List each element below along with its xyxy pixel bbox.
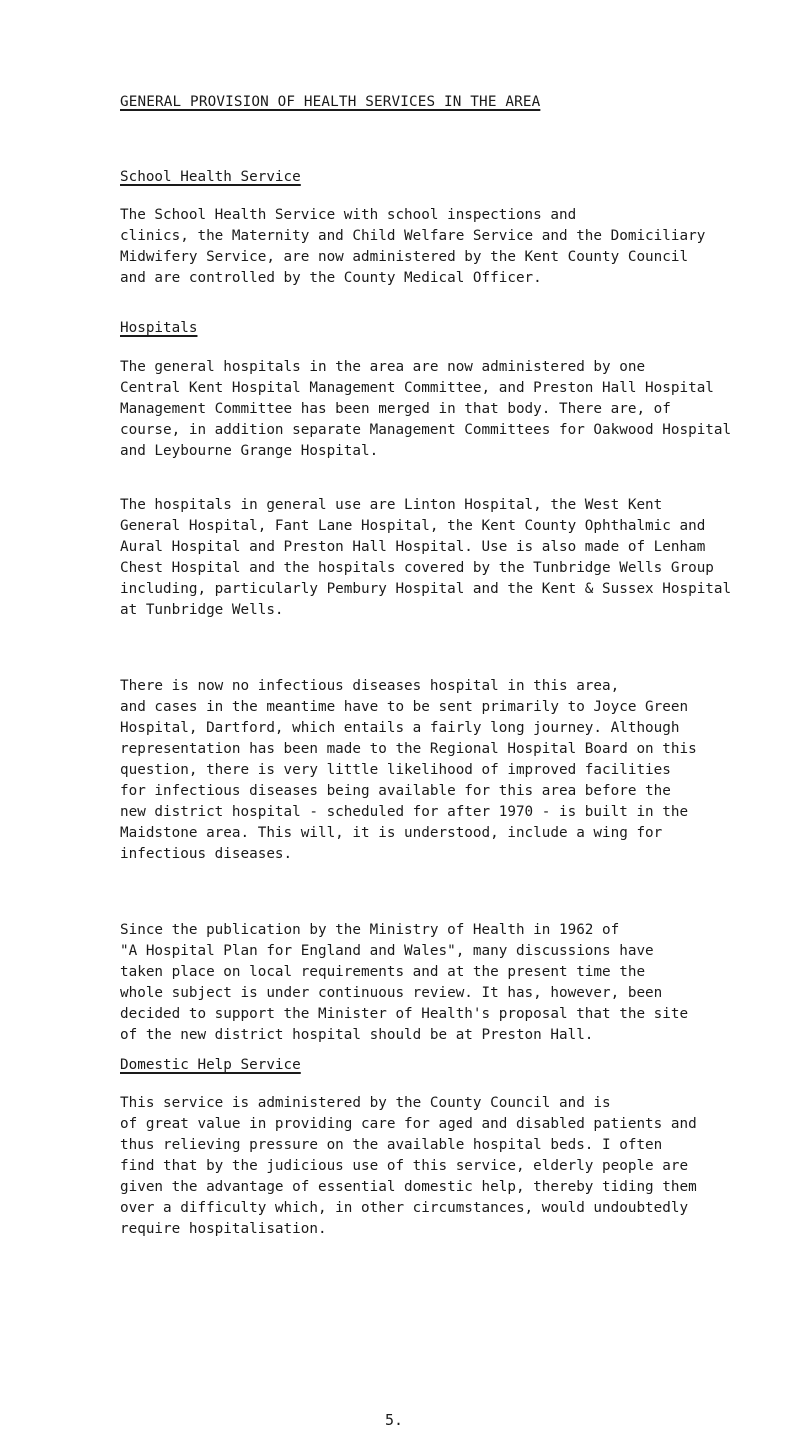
paragraph-school-health-service: The School Health Service with school inspections and clinics, the Maternity and Child Welfare Service and the Domiciliary Midwifery Service, are now administered by the Kent County Council and are controlled by the County Medical Officer. <box>120 207 706 286</box>
paragraph-hospitals-management: The general hospitals in the area are now administered by one Central Kent Hospital Management Committee, and Preston Hall Hospital Management Committee has been merged in that body. There are, of course, in addition separate Management Committees for Oakwood Hospital and Leybourne Grange Hospital. <box>120 359 732 459</box>
paragraph-domestic-help-service: This service is administered by the County Council and is of great value in providing care for aged and disabled patients and thus relieving pressure on the available hospital beds. I often find that by the judicious use of this service, elderly people are given the advantage of essential domestic help, thereby tiding them over a difficulty which, in other circumstances, would undoubtedly require hospitalisation. <box>120 1095 697 1237</box>
paragraph-hospital-plan: Since the publication by the Ministry of Health in 1962 of "A Hospital Plan for England and Wales", many discussions have taken place on local requirements and at the present time the whole subject is under continuous review. It has, however, been decided to support the Minister of Health's proposal that the site of the new district hospital should be at Preston Hall. <box>120 922 689 1043</box>
section-heading-hospitals: Hospitals <box>120 320 198 336</box>
paragraph-infectious-diseases: There is now no infectious diseases hospital in this area, and cases in the meantime have to be sent primarily to Joyce Green Hospital, Dartford, which entails a fairly long journey. Although representation has been made to the Regional Hospital Board on this question, there is very little likelihood of improved facilities for infectious diseases being available for this area before the new district hospital - scheduled for after 1970 - is built in the Maidstone area. This will, it is understood, include a wing for infectious diseases. <box>120 678 697 862</box>
section-heading-domestic-help-service: Domestic Help Service <box>120 1057 301 1073</box>
paragraph-hospitals-in-use: The hospitals in general use are Linton Hospital, the West Kent General Hospital, Fant Lane Hospital, the Kent County Ophthalmic and Aural Hospital and Preston Hall Hospital. Use is also made of Lenham Chest Hospital and the hospitals covered by the Tunbridge Wells Group including, particularly Pembury Hospital and the Kent & Sussex Hospital at Tunbridge Wells. <box>120 497 732 618</box>
page-title: GENERAL PROVISION OF HEALTH SERVICES IN THE AREA <box>120 94 541 110</box>
section-heading-school-health-service: School Health Service <box>120 169 301 185</box>
page-number: 5. <box>385 1411 404 1429</box>
